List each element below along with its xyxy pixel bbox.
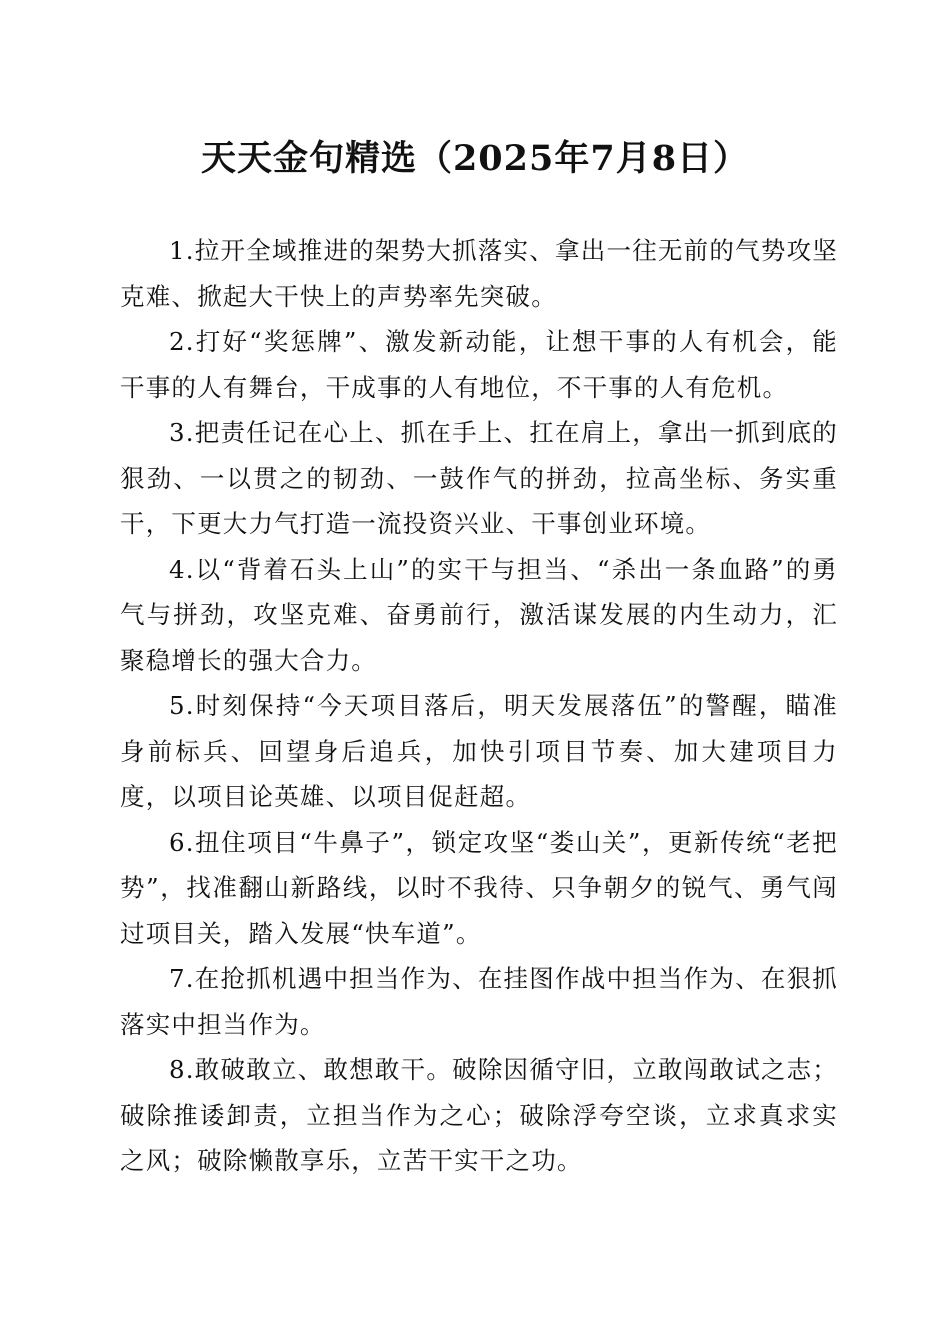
quote-item-2: 2.打好“奖惩牌”、激发新动能，让想干事的人有机会，能干事的人有舞台，干成事的人有地位，不干事的人有危机。 <box>120 327 838 402</box>
quote-item-3: 3.把责任记在心上、抓在手上、扛在肩上，拿出一抓到底的狠劲、一以贯之的韧劲、一鼓作气的拼劲，拉高坐标、务实重干，下更大力气打造一流投资兴业、干事创业环境。 <box>120 418 838 538</box>
quote-item-8: 8.敢破敢立、敢想敢干。破除因循守旧，立敢闯敢试之志；破除推诿卸责，立担当作为之心；破除浮夸空谈，立求真求实之风；破除懒散享乐，立苦干实干之功。 <box>120 1055 838 1175</box>
quote-item-1: 1.拉开全域推进的架势大抓落实、拿出一往无前的气势攻坚克难、掀起大干快上的声势率先突破。 <box>120 236 838 311</box>
quote-item-5: 5.时刻保持“今天项目落后，明天发展落伍”的警醒，瞄准身前标兵、回望身后追兵，加快引项目节奏、加大建项目力度，以项目论英雄、以项目促赶超。 <box>120 691 838 811</box>
page-title: 天天金句精选（2025年7月8日） <box>200 138 750 179</box>
quote-item-4: 4.以“背着石头上山”的实干与担当、“杀出一条血路”的勇气与拼劲，攻坚克难、奋勇前行，激活谋发展的内生动力，汇聚稳增长的强大合力。 <box>120 554 838 675</box>
quote-list <box>120 228 838 1184</box>
quote-item-7: 7.在抢抓机遇中担当作为、在挂图作战中担当作为、在狠抓落实中担当作为。 <box>120 964 838 1039</box>
quote-item-6: 6.扭住项目“牛鼻子”，锁定攻坚“娄山关”，更新传统“老把势”，找准翻山新路线，以时不我待、只争朝夕的锐气、勇气闯过项目关，踏入发展“快车道”。 <box>120 827 838 948</box>
